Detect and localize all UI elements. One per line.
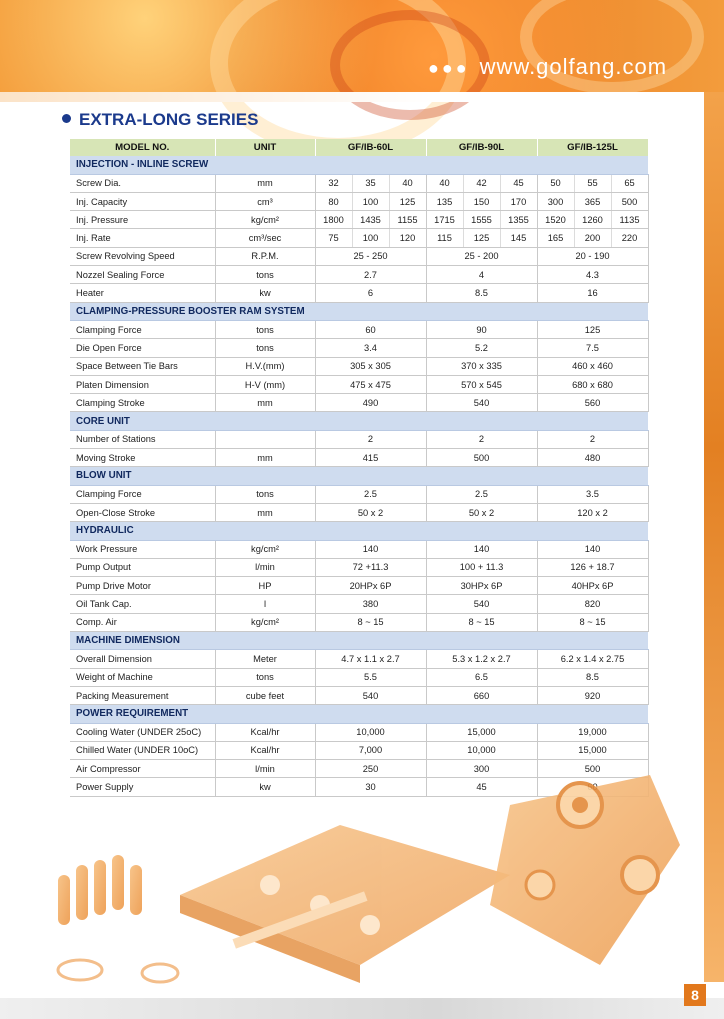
cell-value: 45 — [426, 778, 537, 796]
cell-value: 2 — [426, 430, 537, 448]
cell-value: 145 — [500, 229, 537, 247]
cell-value: 475 x 475 — [315, 375, 426, 393]
cell-value: 100 + 11.3 — [426, 558, 537, 576]
table-row — [70, 449, 648, 467]
row-label: Heater — [70, 284, 215, 302]
cell-value: 60 — [315, 320, 426, 338]
cell-value: 100 — [352, 192, 389, 210]
section-header-row — [70, 302, 648, 320]
cell-value: 490 — [315, 394, 426, 412]
cell-value: 115 — [426, 229, 463, 247]
cell-value: 25 - 250 — [315, 247, 426, 265]
row-label: Screw Revolving Speed — [70, 247, 215, 265]
cell-value: 5.2 — [426, 339, 537, 357]
cell-value: 540 — [315, 686, 426, 704]
cell-value: 1135 — [611, 211, 648, 229]
cell-value: 6.2 x 1.4 x 2.75 — [537, 650, 648, 668]
series-title-text: EXTRA-LONG SERIES — [79, 110, 259, 129]
cell-value: 200 — [574, 229, 611, 247]
cell-value: 680 x 680 — [537, 375, 648, 393]
row-label: Work Pressure — [70, 540, 215, 558]
cell-value: 45 — [500, 174, 537, 192]
cell-value: 15,000 — [426, 723, 537, 741]
cell-value: 8.5 — [537, 668, 648, 686]
cell-value: 1260 — [574, 211, 611, 229]
cell-value: 4 — [426, 266, 537, 284]
row-unit: l/min — [215, 558, 315, 576]
cell-value: 820 — [537, 595, 648, 613]
row-label: Packing Measurement — [70, 686, 215, 704]
cell-value: 30 — [315, 778, 426, 796]
row-label: Inj. Capacity — [70, 192, 215, 210]
cell-value: 1520 — [537, 211, 574, 229]
cell-value: 10,000 — [315, 723, 426, 741]
cell-value: 16 — [537, 284, 648, 302]
model-header: MODEL NO. — [70, 139, 215, 156]
table-row — [70, 650, 648, 668]
bottle-preforms — [58, 855, 142, 925]
cell-value: 126 + 18.7 — [537, 558, 648, 576]
cell-value: 3.5 — [537, 485, 648, 503]
cell-value: 5.3 x 1.2 x 2.7 — [426, 650, 537, 668]
row-label: Clamping Force — [70, 485, 215, 503]
row-label: Die Open Force — [70, 339, 215, 357]
row-unit — [215, 430, 315, 448]
series-title — [62, 110, 258, 130]
cell-value: 165 — [537, 229, 574, 247]
row-unit: mm — [215, 449, 315, 467]
row-unit: H-V (mm) — [215, 375, 315, 393]
cell-value: 50 — [537, 174, 574, 192]
row-label: Clamping Force — [70, 320, 215, 338]
cell-value: 220 — [611, 229, 648, 247]
cell-value: 125 — [537, 320, 648, 338]
table-row — [70, 174, 648, 192]
table-row — [70, 430, 648, 448]
table-row — [70, 540, 648, 558]
section-title: BLOW UNIT — [70, 467, 648, 485]
row-label: Power Supply — [70, 778, 215, 796]
row-unit: tons — [215, 266, 315, 284]
cell-value: 3.4 — [315, 339, 426, 357]
cell-value: 300 — [426, 760, 537, 778]
table-row — [70, 229, 648, 247]
table-row — [70, 595, 648, 613]
cell-value: 660 — [426, 686, 537, 704]
table-row — [70, 192, 648, 210]
row-label: Open-Close Stroke — [70, 503, 215, 521]
cell-value: 300 — [537, 192, 574, 210]
cell-value: 570 x 545 — [426, 375, 537, 393]
section-title: CORE UNIT — [70, 412, 648, 430]
cell-value: 6.5 — [426, 668, 537, 686]
row-label: Moving Stroke — [70, 449, 215, 467]
table-row — [70, 577, 648, 595]
table-row — [70, 668, 648, 686]
cell-value: 20HPx 6P — [315, 577, 426, 595]
cell-value: 1155 — [389, 211, 426, 229]
cell-value: 42 — [463, 174, 500, 192]
section-header-row — [70, 156, 648, 174]
section-header-row — [70, 522, 648, 540]
cell-value: 65 — [611, 174, 648, 192]
cell-value: 500 — [537, 760, 648, 778]
table-row — [70, 394, 648, 412]
cell-value: 500 — [611, 192, 648, 210]
cell-value: 20 - 190 — [537, 247, 648, 265]
cell-value: 25 - 200 — [426, 247, 537, 265]
cell-value: 40HPx 6P — [537, 577, 648, 595]
cell-value: 35 — [352, 174, 389, 192]
dots-icon: ●●● — [428, 58, 470, 78]
cell-value: 75 — [315, 229, 352, 247]
row-unit: tons — [215, 485, 315, 503]
row-unit: cube feet — [215, 686, 315, 704]
cell-value: 1800 — [315, 211, 352, 229]
table-row — [70, 320, 648, 338]
section-header-row — [70, 412, 648, 430]
section-header-row — [70, 705, 648, 723]
row-unit: kg/cm² — [215, 211, 315, 229]
table-row — [70, 485, 648, 503]
cell-value: 1555 — [463, 211, 500, 229]
section-title: MACHINE DIMENSION — [70, 632, 648, 650]
cell-value: 500 — [426, 449, 537, 467]
machine-illustration — [40, 765, 680, 995]
cell-value: 90 — [426, 320, 537, 338]
row-label: Inj. Rate — [70, 229, 215, 247]
row-unit: kw — [215, 284, 315, 302]
table-row — [70, 741, 648, 759]
cell-value: 250 — [315, 760, 426, 778]
cell-value: 2 — [537, 430, 648, 448]
row-unit: H.V.(mm) — [215, 357, 315, 375]
row-unit: mm — [215, 503, 315, 521]
cell-value: 140 — [315, 540, 426, 558]
cell-value: 560 — [537, 394, 648, 412]
cell-value: 125 — [463, 229, 500, 247]
cell-value: 540 — [426, 595, 537, 613]
cell-value: 170 — [500, 192, 537, 210]
cell-value: 8.5 — [426, 284, 537, 302]
row-unit: mm — [215, 174, 315, 192]
row-unit: Meter — [215, 650, 315, 668]
cell-value: 125 — [389, 192, 426, 210]
row-label: Platen Dimension — [70, 375, 215, 393]
model-gfib-90l-header: GF/IB-90L — [426, 139, 537, 156]
cell-value: 4.3 — [537, 266, 648, 284]
model-gfib-125l-header: GF/IB-125L — [537, 139, 648, 156]
header-banner — [0, 0, 724, 92]
section-title: INJECTION - INLINE SCREW — [70, 156, 648, 174]
row-label: Pump Output — [70, 558, 215, 576]
row-label: Chilled Water (UNDER 10oC) — [70, 741, 215, 759]
small-parts — [58, 960, 178, 982]
cell-value: 72 +11.3 — [315, 558, 426, 576]
table-row — [70, 375, 648, 393]
cell-value: 2 — [315, 430, 426, 448]
row-unit: tons — [215, 668, 315, 686]
mold-plate — [180, 825, 510, 983]
section-title: HYDRAULIC — [70, 522, 648, 540]
row-unit: l — [215, 595, 315, 613]
cell-value: 120 — [389, 229, 426, 247]
row-label: Cooling Water (UNDER 25oC) — [70, 723, 215, 741]
cell-value: 140 — [537, 540, 648, 558]
table-row — [70, 339, 648, 357]
table-row — [70, 686, 648, 704]
cell-value: 8 ~ 15 — [537, 613, 648, 631]
cell-value: 920 — [537, 686, 648, 704]
table-row — [70, 357, 648, 375]
cell-value: 7.5 — [537, 339, 648, 357]
url-text[interactable]: www.golfang.com — [479, 54, 668, 79]
platen — [490, 775, 680, 965]
row-unit: cm³/sec — [215, 229, 315, 247]
cell-value: 305 x 305 — [315, 357, 426, 375]
website-url[interactable] — [428, 54, 667, 80]
table-header-row — [70, 139, 648, 156]
row-label: Number of Stations — [70, 430, 215, 448]
row-unit: R.P.M. — [215, 247, 315, 265]
table-row — [70, 211, 648, 229]
section-title: CLAMPING-PRESSURE BOOSTER RAM SYSTEM — [70, 302, 648, 320]
row-unit: tons — [215, 320, 315, 338]
cell-value: 2.7 — [315, 266, 426, 284]
cell-value: 1355 — [500, 211, 537, 229]
page-footer — [0, 998, 724, 1019]
table-row — [70, 558, 648, 576]
table-row — [70, 247, 648, 265]
cell-value: 380 — [315, 595, 426, 613]
cell-value: 5.5 — [315, 668, 426, 686]
page-number: 8 — [684, 984, 706, 1006]
row-unit: mm — [215, 394, 315, 412]
row-label: Clamping Stroke — [70, 394, 215, 412]
cell-value: 140 — [426, 540, 537, 558]
cell-value: 19,000 — [537, 723, 648, 741]
row-unit: kg/cm² — [215, 613, 315, 631]
bullet-icon — [62, 114, 71, 123]
side-strip — [704, 92, 724, 982]
model-gfib-60l-header: GF/IB-60L — [315, 139, 426, 156]
cell-value: 120 x 2 — [537, 503, 648, 521]
row-unit: kg/cm² — [215, 540, 315, 558]
section-header-row — [70, 467, 648, 485]
row-label: Nozzel Sealing Force — [70, 266, 215, 284]
row-label: Pump Drive Motor — [70, 577, 215, 595]
cell-value: 7,000 — [315, 741, 426, 759]
row-label: Inj. Pressure — [70, 211, 215, 229]
table-row — [70, 723, 648, 741]
banner-fade — [0, 92, 724, 102]
row-unit: cm³ — [215, 192, 315, 210]
cell-value: 40 — [389, 174, 426, 192]
cell-value: 365 — [574, 192, 611, 210]
cell-value: 32 — [315, 174, 352, 192]
row-label: Air Compressor — [70, 760, 215, 778]
table-row — [70, 284, 648, 302]
cell-value: 40 — [426, 174, 463, 192]
cell-value: 80 — [315, 192, 352, 210]
row-label: Space Between Tie Bars — [70, 357, 215, 375]
row-unit: l/min — [215, 760, 315, 778]
cell-value: 10,000 — [426, 741, 537, 759]
spec-table-body — [70, 156, 648, 796]
row-unit: HP — [215, 577, 315, 595]
row-label: Oil Tank Cap. — [70, 595, 215, 613]
cell-value: 150 — [463, 192, 500, 210]
cell-value: 30HPx 6P — [426, 577, 537, 595]
cell-value: 415 — [315, 449, 426, 467]
cell-value: 2.5 — [315, 485, 426, 503]
row-label: Weight of Machine — [70, 668, 215, 686]
cell-value: 55 — [574, 174, 611, 192]
cell-value: 6 — [315, 284, 426, 302]
unit-header: UNIT — [215, 139, 315, 156]
cell-value: 480 — [537, 449, 648, 467]
cell-value: 135 — [426, 192, 463, 210]
cell-value: 1435 — [352, 211, 389, 229]
cell-value: 460 x 460 — [537, 357, 648, 375]
cell-value: 540 — [426, 394, 537, 412]
row-unit: Kcal/hr — [215, 741, 315, 759]
cell-value: 8 ~ 15 — [426, 613, 537, 631]
row-unit: tons — [215, 339, 315, 357]
cell-value: 370 x 335 — [426, 357, 537, 375]
row-label: Screw Dia. — [70, 174, 215, 192]
cell-value: 50 x 2 — [426, 503, 537, 521]
section-title: POWER REQUIREMENT — [70, 705, 648, 723]
cell-value: 100 — [352, 229, 389, 247]
table-row — [70, 613, 648, 631]
cell-value: 4.7 x 1.1 x 2.7 — [315, 650, 426, 668]
table-row — [70, 266, 648, 284]
row-unit: kw — [215, 778, 315, 796]
cell-value: 15,000 — [537, 741, 648, 759]
row-unit: Kcal/hr — [215, 723, 315, 741]
cell-value: 1715 — [426, 211, 463, 229]
cell-value: 8 ~ 15 — [315, 613, 426, 631]
cell-value: 50 x 2 — [315, 503, 426, 521]
row-label: Overall Dimension — [70, 650, 215, 668]
spec-table — [70, 139, 649, 797]
cell-value: 2.5 — [426, 485, 537, 503]
section-header-row — [70, 632, 648, 650]
table-row — [70, 503, 648, 521]
row-label: Comp. Air — [70, 613, 215, 631]
